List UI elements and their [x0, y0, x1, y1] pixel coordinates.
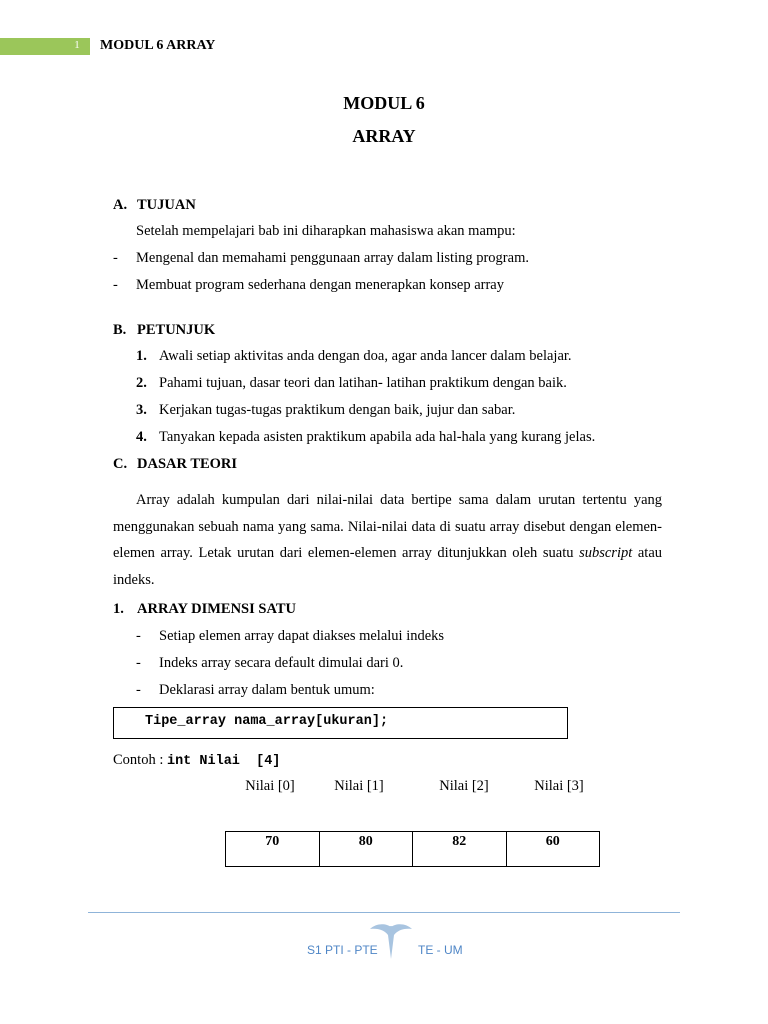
- petunjuk-item: Pahami tujuan, dasar teori dan latihan- latihan praktikum dengan baik.: [159, 375, 567, 391]
- array-cell: 80: [319, 832, 413, 867]
- petunjuk-number: 2.: [136, 375, 147, 391]
- petunjuk-number: 3.: [136, 402, 147, 418]
- array-cell: 60: [506, 832, 600, 867]
- table-row: [226, 832, 600, 867]
- array-cell: 82: [413, 832, 507, 867]
- bullet-dash: -: [136, 682, 141, 698]
- tujuan-intro: Setelah mempelajari bab ini diharapkan mahasiswa akan mampu:: [136, 223, 516, 239]
- petunjuk-number: 1.: [136, 348, 147, 364]
- petunjuk-item: Kerjakan tugas-tugas praktikum dengan baik, jujur dan sabar.: [159, 402, 516, 418]
- page-title: MODUL 6: [343, 93, 425, 113]
- footer-divider: [88, 912, 680, 913]
- dasar-teori-paragraph: Array adalah kumpulan dari nilai-nilai data bertipe sama dalam urutan tertentu yang menggunakan sebuah nama yang sama. Nilai-nilai data di suatu array disebut dengan elemen-elemen array. Letak urutan dari elemen-elemen array ditunjukkan oleh suatu subscript atau indeks.: [113, 492, 663, 588]
- dimensi-item: Deklarasi array dalam bentuk umum:: [159, 682, 375, 698]
- tujuan-item: Mengenal dan memahami penggunaan array dalam listing program.: [136, 250, 529, 266]
- subsection-heading: 1. ARRAY DIMENSI SATU: [113, 601, 296, 617]
- footer-left-text: S1 PTI - PTE: [307, 943, 378, 957]
- section-tujuan-heading: A. TUJUAN: [113, 197, 196, 213]
- example-code: int Nilai [4]: [166, 754, 281, 769]
- dimensi-item: Indeks array secara default dimulai dari 0.: [159, 655, 404, 671]
- array-cell: 70: [226, 832, 320, 867]
- page-subtitle: ARRAY: [352, 126, 416, 146]
- bullet-dash: -: [136, 628, 141, 644]
- footer-right-text: TE - UM: [418, 943, 463, 957]
- bullet-dash: -: [113, 277, 118, 293]
- declaration-code: Tipe_array nama_array[ukuran];: [145, 714, 389, 729]
- page-number: 1: [74, 39, 80, 51]
- petunjuk-item: Awali setiap aktivitas anda dengan doa, agar anda lancer dalam belajar.: [159, 348, 572, 364]
- petunjuk-item: Tanyakan kepada asisten praktikum apabila ada hal-hala yang kurang jelas.: [159, 429, 596, 445]
- index-label: Nilai [3]: [534, 778, 584, 794]
- section-petunjuk-heading: B. PETUNJUK: [113, 322, 216, 338]
- italic-term: subscript: [579, 545, 633, 561]
- dimensi-item: Setiap elemen array dapat diakses melalui indeks: [159, 628, 445, 644]
- petunjuk-number: 4.: [136, 429, 147, 445]
- example-line: Contoh : int Nilai [4]: [113, 752, 281, 769]
- declaration-code-box: [113, 707, 568, 739]
- index-label: Nilai [0]: [245, 778, 295, 794]
- array-values-table: [225, 831, 600, 867]
- header-title: MODUL 6 ARRAY: [100, 38, 216, 53]
- index-label: Nilai [2]: [439, 778, 489, 794]
- tujuan-item: Membuat program sederhana dengan menerapkan konsep array: [136, 277, 504, 293]
- section-dasar-teori-heading: C. DASAR TEORI: [113, 456, 238, 472]
- bullet-dash: -: [113, 250, 118, 266]
- bullet-dash: -: [136, 655, 141, 671]
- index-label: Nilai [1]: [334, 778, 384, 794]
